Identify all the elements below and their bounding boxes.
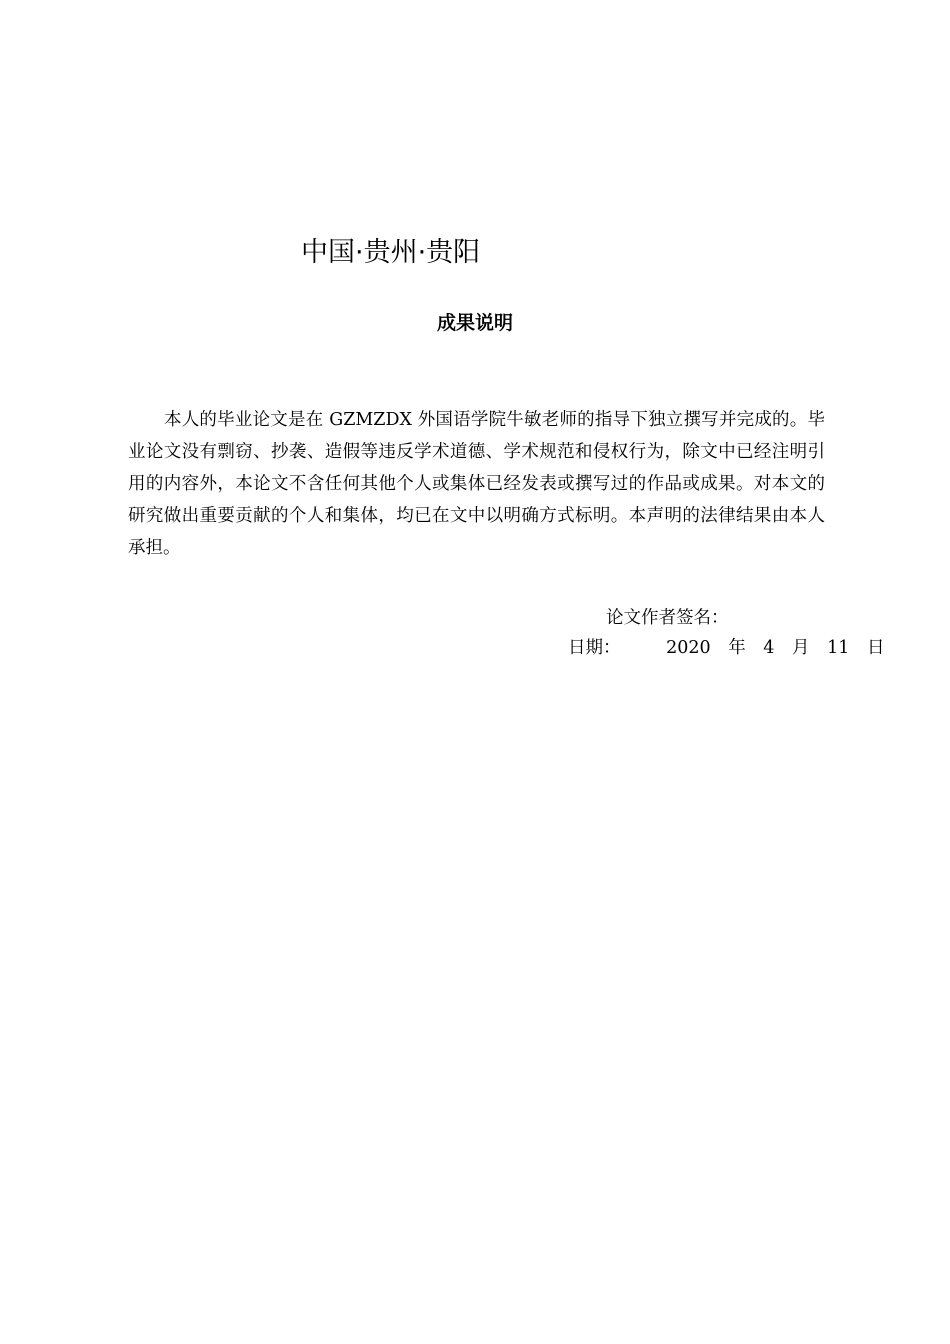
date-month: 4: [763, 638, 775, 658]
author-signature-label: 论文作者签名：: [606, 608, 729, 628]
date-row: [568, 634, 884, 659]
date-month-unit: 月: [792, 638, 810, 658]
page-title: 成果说明: [436, 312, 513, 334]
date-day: 11: [827, 638, 850, 658]
date-day-unit: 日: [866, 638, 885, 658]
date-label: 日期：: [568, 638, 621, 658]
statement-paragraph: 本人的毕业论文是在 GZMZDX 外国语学院牛敏老师的指导下独立撰写并完成的。毕业论文没有剽窃、抄袭、造假等违反学术道德、学术规范和侵权行为，除文中已经注明引用的内容外，本论文不含任何其他个人或集体已经发表或撰写过的作品或成果。对本文的研究做出重要贡献的个人和集体，均已在文中以明确方式标明。本声明的法律结果由本人承担。: [128, 410, 825, 558]
location-heading: 中国·贵州·贵阳: [301, 237, 481, 268]
date-year-unit: 年: [728, 638, 746, 658]
date-year: 2020: [666, 638, 711, 658]
